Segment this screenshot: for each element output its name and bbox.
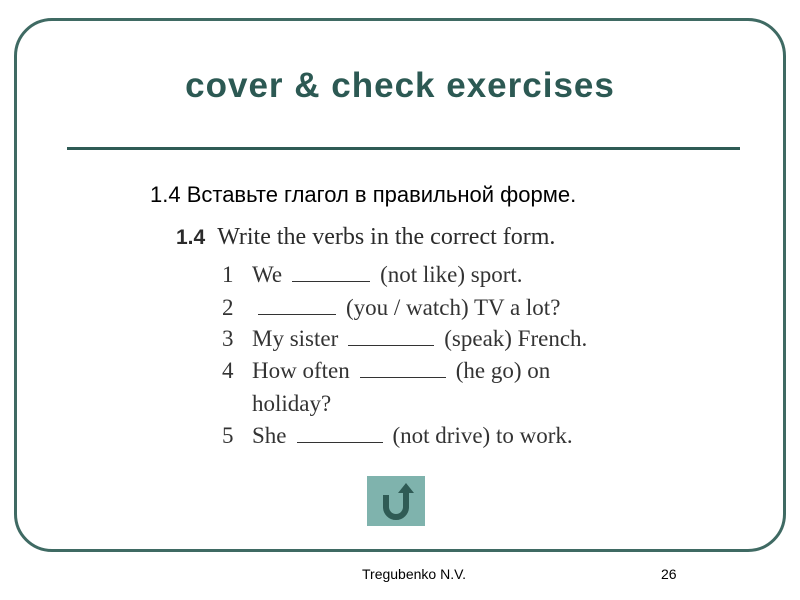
item-number: 5 xyxy=(222,423,234,448)
item-after: (not like) sport. xyxy=(380,262,523,287)
exercise-number: 1.4 xyxy=(176,226,206,249)
item-number: 2 xyxy=(222,295,234,320)
exercise-heading-text: Write the verbs in the correct form. xyxy=(217,224,556,250)
item-before: My sister xyxy=(252,326,339,351)
return-button[interactable] xyxy=(367,476,425,526)
item-number: 4 xyxy=(222,358,234,383)
answer-blank xyxy=(258,313,336,315)
answer-blank xyxy=(297,441,383,443)
item-before: She xyxy=(252,423,287,448)
slide-title: cover & check exercises xyxy=(185,66,615,105)
answer-blank xyxy=(360,376,446,378)
exercise-heading xyxy=(176,224,555,251)
return-arrow-icon xyxy=(376,481,416,521)
item-after: (you / watch) TV a lot? xyxy=(346,295,561,320)
item-before: We xyxy=(252,262,283,287)
title-divider xyxy=(67,147,740,150)
page-number: 26 xyxy=(661,566,677,582)
item-after: (he go) on xyxy=(455,358,551,383)
item-number: 3 xyxy=(222,326,234,351)
answer-blank xyxy=(292,280,370,282)
item-after: (not drive) to work. xyxy=(392,423,573,448)
exercise-item-continuation: holiday? xyxy=(252,391,332,416)
instruction-text: 1.4 Вставьте глагол в правильной форме. xyxy=(150,182,577,207)
item-after: (speak) French. xyxy=(444,326,588,351)
footer-author: Tregubenko N.V. xyxy=(362,566,467,582)
item-before: How often xyxy=(252,358,350,383)
item-number: 1 xyxy=(222,262,234,287)
answer-blank xyxy=(348,344,434,346)
